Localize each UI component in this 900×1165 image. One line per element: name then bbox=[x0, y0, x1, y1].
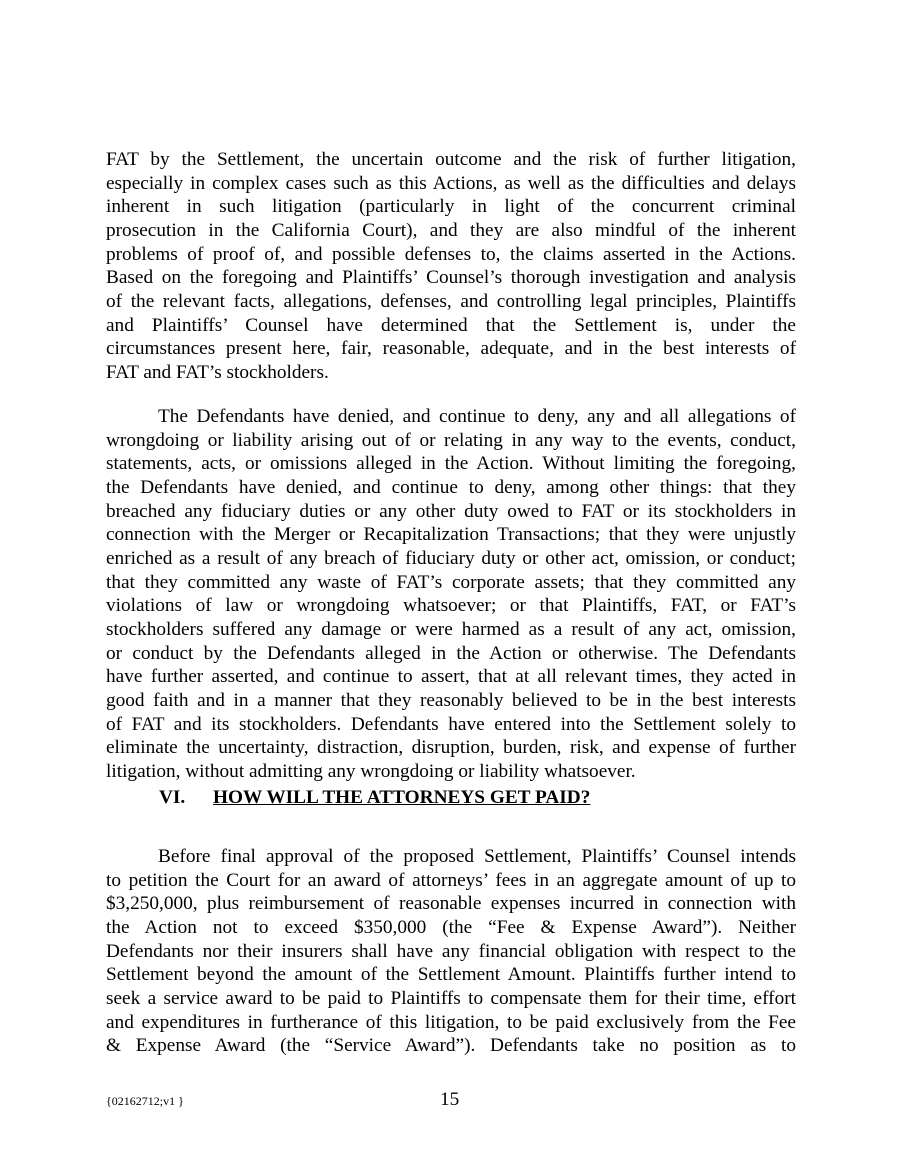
paragraph-settlement-evaluation bbox=[106, 148, 796, 385]
page-number: 15 bbox=[440, 1089, 460, 1110]
text-line: violations of law or wrongdoing whatsoever; or that Plaintiffs, FAT, or FAT’s bbox=[106, 595, 796, 617]
document-id: {02162712;v1 } bbox=[106, 1094, 184, 1108]
text-line: and expenditures in furtherance of this litigation, to be paid exclusively from the Fee bbox=[106, 1011, 796, 1033]
text-line: Settlement beyond the amount of the Settlement Amount. Plaintiffs further intend to bbox=[106, 964, 796, 986]
text-line: especially in complex cases such as this Actions, as well as the difficulties and delays bbox=[106, 172, 796, 194]
text-line: FAT by the Settlement, the uncertain outcome and the risk of further litigation, bbox=[106, 149, 796, 170]
text-line: $3,250,000, plus reimbursement of reasonable expenses incurred in connection with bbox=[106, 893, 796, 915]
text-line: problems of proof of, and possible defenses to, the claims asserted in the Actions. bbox=[106, 243, 796, 265]
text-line: enriched as a result of any breach of fiduciary duty or other act, omission, or conduct; bbox=[106, 547, 796, 569]
text-line: circumstances present here, fair, reasonable, adequate, and in the best interests of bbox=[106, 338, 796, 360]
text-line: and Plaintiffs’ Counsel have determined that the Settlement is, under the bbox=[106, 314, 796, 336]
text-line: statements, acts, or omissions alleged in the Action. Without limiting the foregoing, bbox=[106, 453, 796, 475]
text-line: litigation, without admitting any wrongdoing or liability whatsoever. bbox=[106, 760, 636, 782]
text-line: good faith and in a manner that they reasonably believed to be in the best interests bbox=[106, 689, 796, 711]
text-line: Defendants nor their insurers shall have any financial obligation with respect to the bbox=[106, 940, 796, 962]
text-line: or conduct by the Defendants alleged in the Action or otherwise. The Defendants bbox=[106, 642, 796, 664]
text-line: prosecution in the California Court), and they are also mindful of the inherent bbox=[106, 219, 796, 241]
section-number: VI. bbox=[159, 787, 186, 808]
text-line: that they committed any waste of FAT’s corporate assets; that they committed any bbox=[106, 571, 796, 593]
section-title: HOW WILL THE ATTORNEYS GET PAID? bbox=[213, 787, 591, 808]
text-line: The Defendants have denied, and continue to deny, any and all allegations of bbox=[158, 406, 796, 427]
text-line: have further asserted, and continue to assert, that at all relevant times, they acted in bbox=[106, 666, 796, 688]
text-line: breached any fiduciary duties or any other duty owed to FAT or its stockholders in bbox=[106, 500, 796, 522]
text-line: eliminate the uncertainty, distraction, disruption, burden, risk, and expense of further bbox=[106, 737, 796, 759]
text-line: & Expense Award (the “Service Award”). Defendants take no position as to bbox=[106, 1035, 796, 1057]
section-heading bbox=[159, 787, 590, 809]
text-line: of the relevant facts, allegations, defenses, and controlling legal principles, Plaintiffs bbox=[106, 290, 796, 312]
text-line: seek a service award to be paid to Plaintiffs to compensate them for their time, effort bbox=[106, 987, 796, 1009]
paragraph-attorney-fees bbox=[106, 845, 796, 1058]
text-line: the Action not to exceed $350,000 (the “Fee & Expense Award”). Neither bbox=[106, 916, 796, 938]
paragraph-defendants-denial bbox=[106, 405, 796, 784]
text-line: wrongdoing or liability arising out of or relating in any way to the events, conduct, bbox=[106, 429, 796, 451]
text-line: to petition the Court for an award of attorneys’ fees in an aggregate amount of up to bbox=[106, 869, 796, 891]
text-line: the Defendants have denied, and continue to deny, among other things: that they bbox=[106, 476, 796, 498]
text-line: stockholders suffered any damage or were harmed as a result of any act, omission, bbox=[106, 618, 796, 640]
text-line: FAT and FAT’s stockholders. bbox=[106, 361, 329, 383]
text-line: of FAT and its stockholders. Defendants have entered into the Settlement solely to bbox=[106, 713, 796, 735]
text-line: inherent in such litigation (particularly in light of the concurrent criminal bbox=[106, 196, 796, 218]
text-line: Based on the foregoing and Plaintiffs’ Counsel’s thorough investigation and analysis bbox=[106, 267, 796, 289]
text-line: Before final approval of the proposed Settlement, Plaintiffs’ Counsel intends bbox=[158, 846, 796, 867]
text-line: connection with the Merger or Recapitalization Transactions; that they were unjustly bbox=[106, 524, 796, 546]
